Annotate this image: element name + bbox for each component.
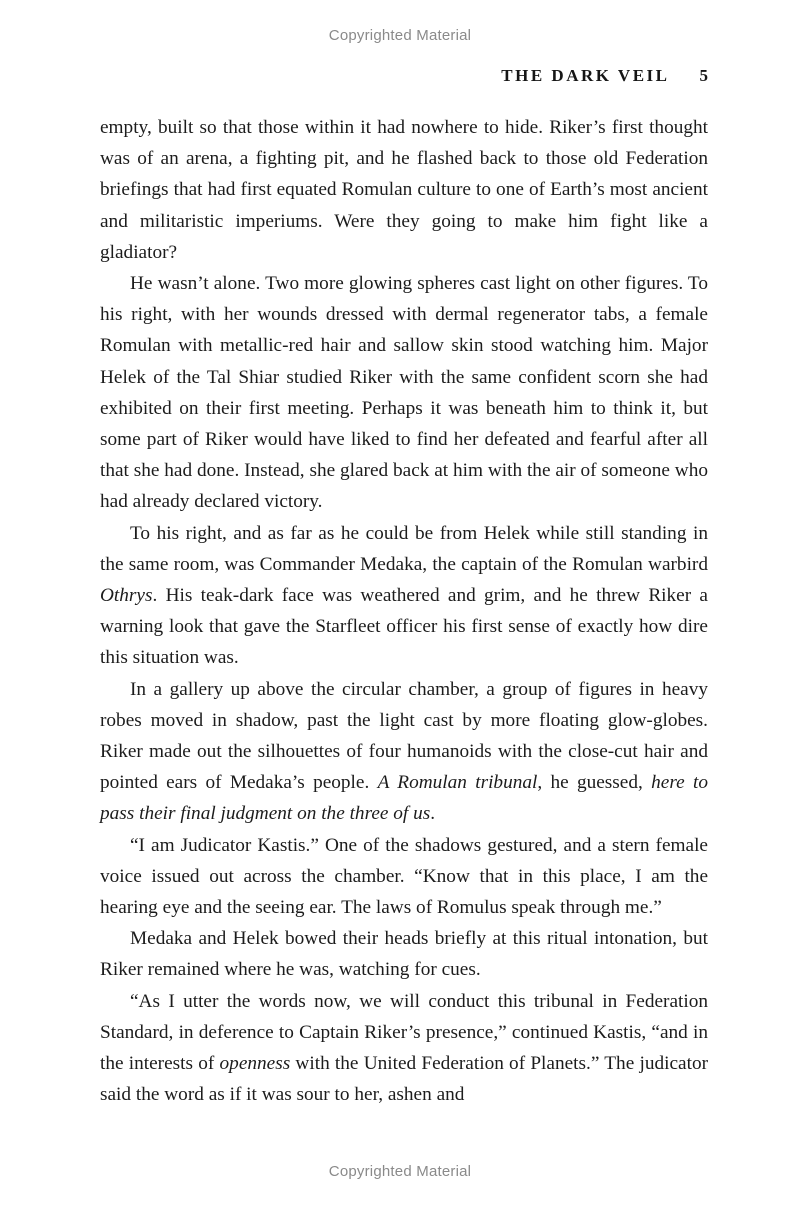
- page-body-text: [100, 112, 708, 1111]
- italic-text-run: Othrys: [100, 585, 153, 607]
- paragraph: [100, 986, 708, 1111]
- italic-text-run: A Romulan tribunal: [377, 772, 538, 794]
- italic-text-run: here to pass their final judgment on the three of us: [100, 772, 708, 825]
- book-title: THE DARK VEIL: [501, 66, 670, 85]
- text-run: To his right, and as far as he could be from Helek while still standing in the same room, was Commander Medaka, the captain of the Romulan warbird: [100, 522, 708, 575]
- page-number: 5: [699, 66, 708, 85]
- text-run: . His teak-dark face was weathered and grim, and he threw Riker a warning look that gave the Starfleet officer his first sense of exactly how dire this situation was.: [100, 585, 708, 669]
- copyright-notice-bottom: Copyrighted Material: [328, 1163, 472, 1180]
- text-run: “As I utter the words now, we will conduct this tribunal in Federation Standard, in deference to Captain Riker’s presence,” continued Kastis, “and in the interests of: [100, 990, 708, 1075]
- italic-text-run: openness: [219, 1053, 291, 1075]
- paragraph: [100, 674, 708, 830]
- paragraph: [100, 830, 708, 924]
- text-run: with the United Federation of Planets.” The judicator said the word as if it was sour to her, ashen and: [100, 1053, 708, 1106]
- text-run: Medaka and Helek bowed their heads briefly at this ritual intonation, but Riker remained where he was, watching for cues.: [100, 928, 708, 981]
- paragraph: [100, 268, 708, 518]
- paragraph: [100, 518, 708, 674]
- running-header: [100, 66, 708, 86]
- paragraph: [100, 923, 708, 985]
- text-run: He wasn’t alone. Two more glowing spheres cast light on other figures. To his right, with her wounds dressed with dermal regenerator tabs, a female Romulan with metallic-red hair and sallow skin stood watching him. Major Helek of the Tal Shiar studied Riker with the same confident scorn she had exhibited on their first meeting. Perhaps it was beneath him to think it, but some part of Riker would have liked to find her defeated and fearful after all that she had done. Instead, she glared back at him with the air of someone who had already declared victory.: [100, 273, 708, 513]
- text-run: , he guessed,: [537, 772, 652, 794]
- text-run: “I am Judicator Kastis.” One of the shadows gestured, and a stern female voice issued out across the chamber. “Know that in this place, I am the hearing eye and the seeing ear. The laws of Romulus speak through me.”: [100, 834, 708, 919]
- text-run: In a gallery up above the circular chamber, a group of figures in heavy robes moved in shadow, past the light cast by more floating glow-globes. Riker made out the silhouettes of four humanoids with the close-cut hair and pointed ears of Medaka’s people.: [100, 678, 708, 794]
- text-run: empty, built so that those within it had nowhere to hide. Riker’s first thought was of an arena, a fighting pit, and he flashed back to those old Federation briefings that had first equated Romulan culture to one of Earth’s most ancient and militaristic imperiums. Were they going to make him fight like a gladiator?: [100, 117, 708, 263]
- copyright-notice-top: Copyrighted Material: [328, 27, 472, 44]
- text-run: .: [430, 803, 436, 825]
- paragraph: [100, 112, 708, 268]
